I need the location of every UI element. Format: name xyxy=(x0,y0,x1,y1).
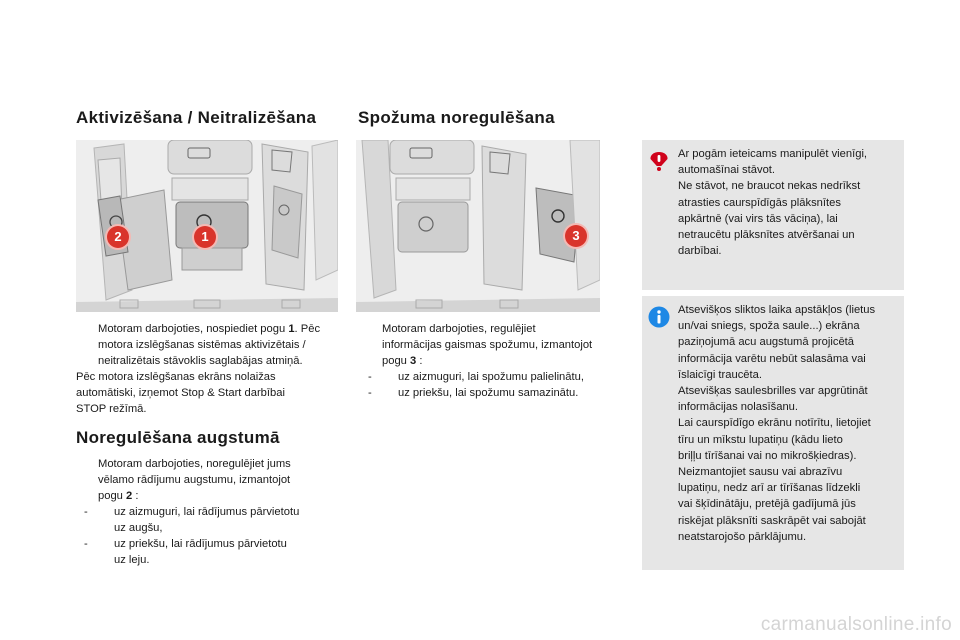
info-note xyxy=(642,296,904,570)
height-text: Motoram darbojoties, noregulējiet jums vēlamo rādījumu augstumu, izmantojot pogu 2 : - uz aizmuguri, lai rādījumus pārvietotu uz augšu, - uz priekšu, lai rādījumus pārvietotu uz leju. xyxy=(84,458,300,566)
exclamation-icon xyxy=(648,150,670,172)
brightness-text: Motoram darbojoties, regulējiet informācijas gaismas spožumu, izmantojot pogu 3 : - uz aizmuguri, lai spožumu palielinātu, - uz priekšu, lai spožumu samazinātu. xyxy=(368,323,593,399)
badge-3: 3 xyxy=(565,225,587,247)
warning-note-text: Ar pogām ieteicams manipulēt vienīgi, automašīnai stāvot. Ne stāvot, ne braucot nekas nedrīkst atrasties caurspīdīgās plāksnītes apkārtnē (vai virs tās vāciņa), lai netraucētu plāksnītes atvēršanai un darbībai. xyxy=(678,148,868,258)
heading-activation: Aktivizēšana / Neitralizēšana xyxy=(76,108,317,127)
info-note-text: Atsevišķos sliktos laika apstākļos (lietus un/vai sniegs, spoža saule...) ekrāna paziņojumā acu augstumā projicētā informācija varētu nebūt salasāma vai īslaicīgi traucēta. Atsevišķas saulesbrilles var apgrūtināt informācijas nolasīšanu. Lai caurspīdīgo ekrānu notīrītu, lietojiet tīru un mīkstu lupatiņu (kādu lieto briļļu tīrīšanai vai no mikrošķiedras). Neizmantojiet sausu vai abrazīvu lupatiņu, nedz arī ar tīrīšanas līdzekli vai šķīdinātāju, pretējā gadījumā jūs riskējat plāksnīti saskrāpēt vai sabojāt neatstarojošo pārklājumu. xyxy=(678,304,876,543)
badge-2: 2 xyxy=(107,226,129,248)
heading-height: Noregulēšana augstumā xyxy=(76,428,280,447)
heading-brightness: Spožuma noregulēšana xyxy=(358,108,555,127)
info-icon xyxy=(648,306,670,328)
warning-note xyxy=(642,140,904,290)
badge-1: 1 xyxy=(194,226,216,248)
watermark: carmanualsonline.info xyxy=(760,614,952,635)
activation-text: Motoram darbojoties, nospiediet pogu 1. Pēc motora izslēgšanas sistēmas aktivizētais / neitralizētais stāvoklis saglabājas atmiņā. Pēc motora izslēgšanas ekrāns nolaižas automātiski, izņemot Stop & Start darbībai STOP režīmā. xyxy=(76,323,321,415)
control-panel-photo-right xyxy=(356,140,600,312)
